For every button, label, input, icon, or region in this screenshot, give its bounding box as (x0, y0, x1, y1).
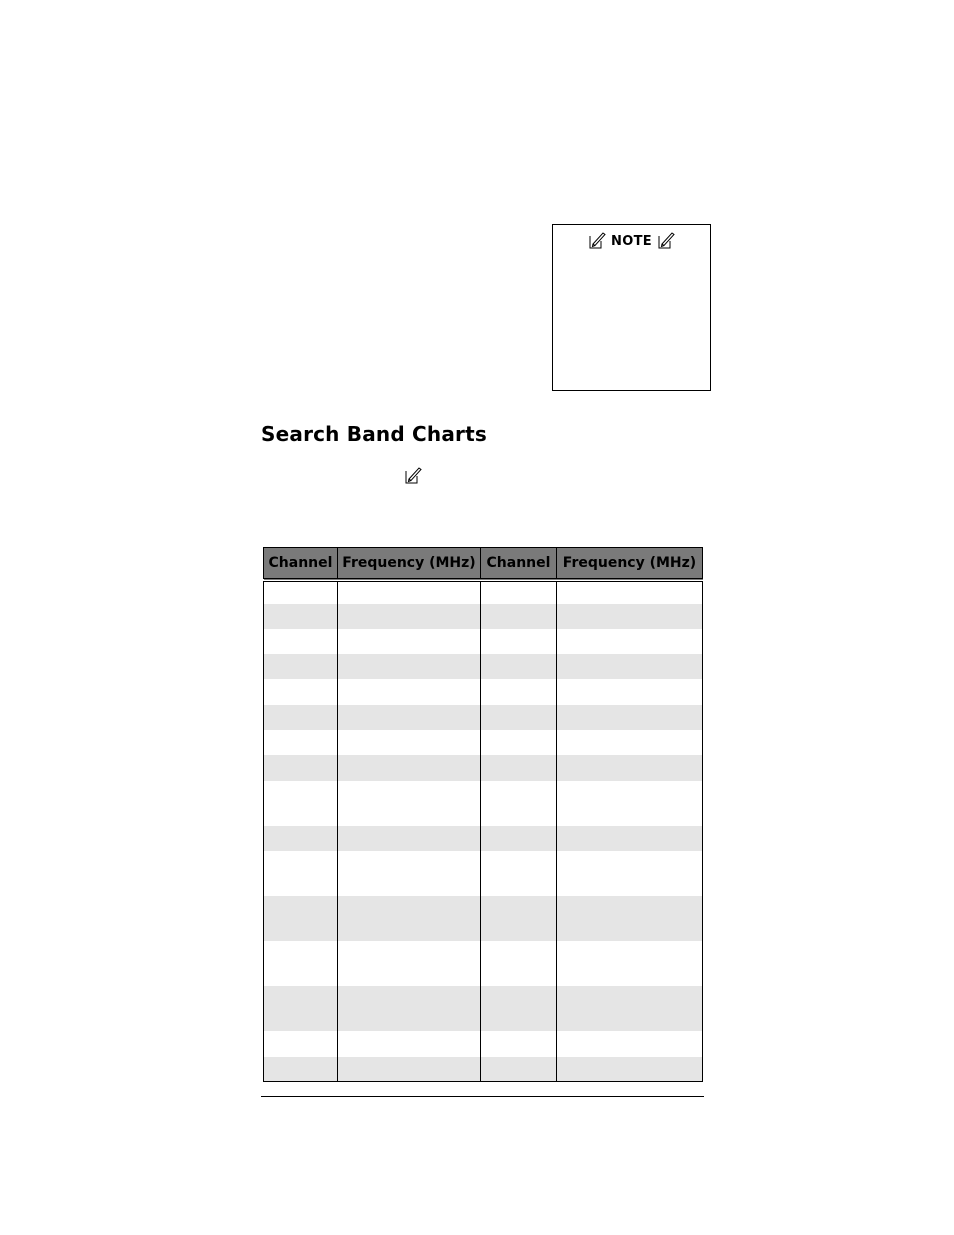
search-band-table (263, 547, 703, 1082)
table-row (264, 781, 703, 826)
table-row (264, 1031, 703, 1057)
table-row (264, 705, 703, 730)
table-row (264, 986, 703, 1031)
note-pencil-icon (656, 231, 676, 251)
note-pencil-icon (587, 231, 607, 251)
table-row (264, 604, 703, 629)
table-row (264, 896, 703, 941)
table-row (264, 1057, 703, 1081)
table-row (264, 580, 703, 604)
column-header-channel: Channel (264, 548, 338, 581)
table-row (264, 654, 703, 679)
table-row (264, 826, 703, 851)
note-pencil-icon (403, 466, 423, 486)
note-box (552, 224, 711, 391)
column-header-frequency: Frequency (MHz) (557, 548, 703, 581)
table-header-row (264, 548, 703, 581)
note-label: NOTE (611, 233, 652, 249)
section-title: Search Band Charts (261, 422, 487, 446)
column-header-frequency: Frequency (MHz) (338, 548, 481, 581)
note-header (553, 231, 710, 251)
footer-rule (261, 1096, 704, 1097)
table-row (264, 941, 703, 986)
table-row (264, 679, 703, 705)
table-row (264, 730, 703, 755)
column-header-channel: Channel (481, 548, 557, 581)
table-row (264, 851, 703, 896)
table-row (264, 629, 703, 654)
table-row (264, 755, 703, 781)
